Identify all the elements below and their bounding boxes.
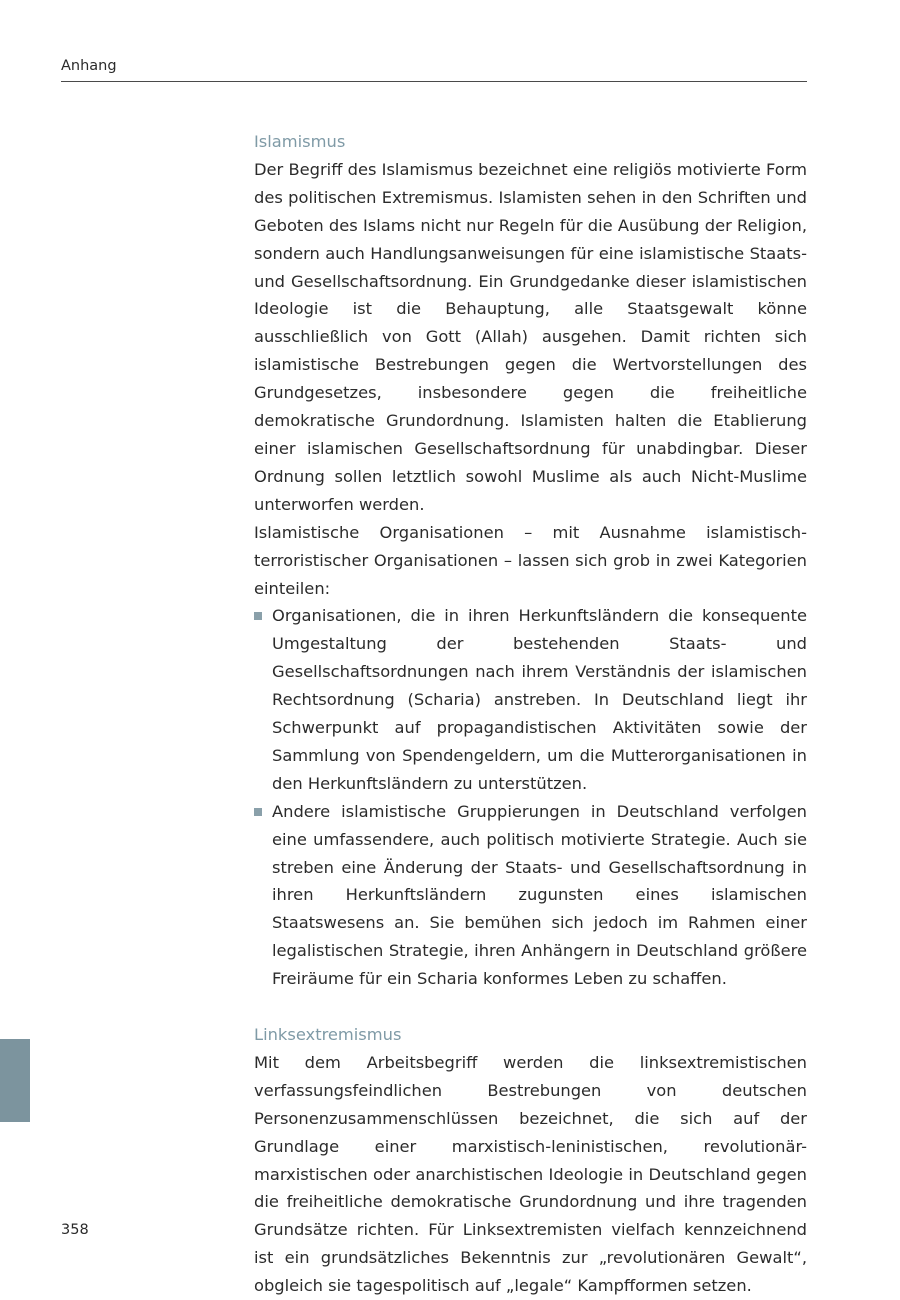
square-bullet-icon	[254, 808, 262, 816]
list-item	[254, 798, 807, 993]
chapter-tab-marker	[0, 1039, 30, 1122]
running-head: Anhang	[61, 58, 117, 74]
paragraph: Mit dem Arbeitsbegriff werden die linksextremistischen verfassungsfeindlichen Bestrebungen von deutschen Personenzusammenschlüssen bezeichnet, die sich auf der Grundlage einer marxistisch-leninistischen, revolutionär-marxistischen oder anarchistischen Ideologie in Deutschland gegen die freiheitliche demokratische Grundordnung und ihre tragenden Grundsätze richten. Für Linksextremisten vielfach kennzeichnend ist ein grundsätzliches Bekenntnis zur „revolutionären Gewalt“, obgleich sie tagespolitisch auf „legale“ Kampfformen setzen.	[254, 1052, 807, 1296]
page-number: 358	[61, 1222, 89, 1238]
section-title: Islamismus	[254, 132, 346, 151]
list-item	[254, 602, 807, 797]
list-item-text: Andere islamistische Gruppierungen in Deutschland verfolgen eine umfassendere, auch politisch motivierte Strategie. Auch sie streben eine Änderung der Staats- und Gesellschaftsordnung in ihren Herkunftsländern zugunsten eines islamischen Staatswesens an. Sie bemühen sich jedoch im Rahmen einer legalistischen Strategie, ihren Anhängern in Deutschland größere Freiräume für ein Scharia konformes Leben zu schaffen.	[272, 801, 807, 989]
list-item-text: Organisationen, die in ihren Herkunftsländern die konsequente Umgestaltung der bestehenden Staats- und Gesellschaftsordnungen nach ihrem Verständnis der islamischen Rechtsordnung (Scharia) anstreben. In Deutschland liegt ihr Schwerpunkt auf propagandistischen Aktivitäten sowie der Sammlung von Spendengeldern, um die Mutterorganisationen in den Herkunftsländern zu unterstützen.	[272, 606, 807, 793]
section-linksextremismus	[254, 1021, 807, 1300]
paragraph: Islamistische Organisationen – mit Ausnahme islamistisch-terroristischer Organisationen – lassen sich grob in zwei Kategorien einteilen:	[254, 522, 807, 598]
header-rule	[61, 81, 807, 82]
main-content	[254, 128, 807, 1300]
section-islamismus	[254, 128, 807, 993]
square-bullet-icon	[254, 612, 262, 620]
paragraph: Der Begriff des Islamismus bezeichnet eine religiös motivierte Form des politischen Extremismus. Islamisten sehen in den Schriften und Geboten des Islams nicht nur Regeln für die Ausübung der Religion, sondern auch Handlungsanweisungen für eine islamistische Staats- und Gesellschaftsordnung. Ein Grundgedanke dieser islamistischen Ideologie ist die Behauptung, alle Staatsgewalt könne ausschließlich von Gott (Allah) ausgehen. Damit richten sich islamistische Bestrebungen gegen die Wertvorstellungen des Grundgesetzes, insbesondere gegen die freiheitliche demokratische Grundordnung. Islamisten halten die Etablierung einer islamischen Gesellschaftsordnung für unabdingbar. Dieser Ordnung sollen letztlich sowohl Muslime als auch Nicht-Muslime unterworfen werden.	[254, 159, 807, 514]
bullet-list	[254, 602, 807, 993]
section-title: Linksextremismus	[254, 1024, 402, 1044]
